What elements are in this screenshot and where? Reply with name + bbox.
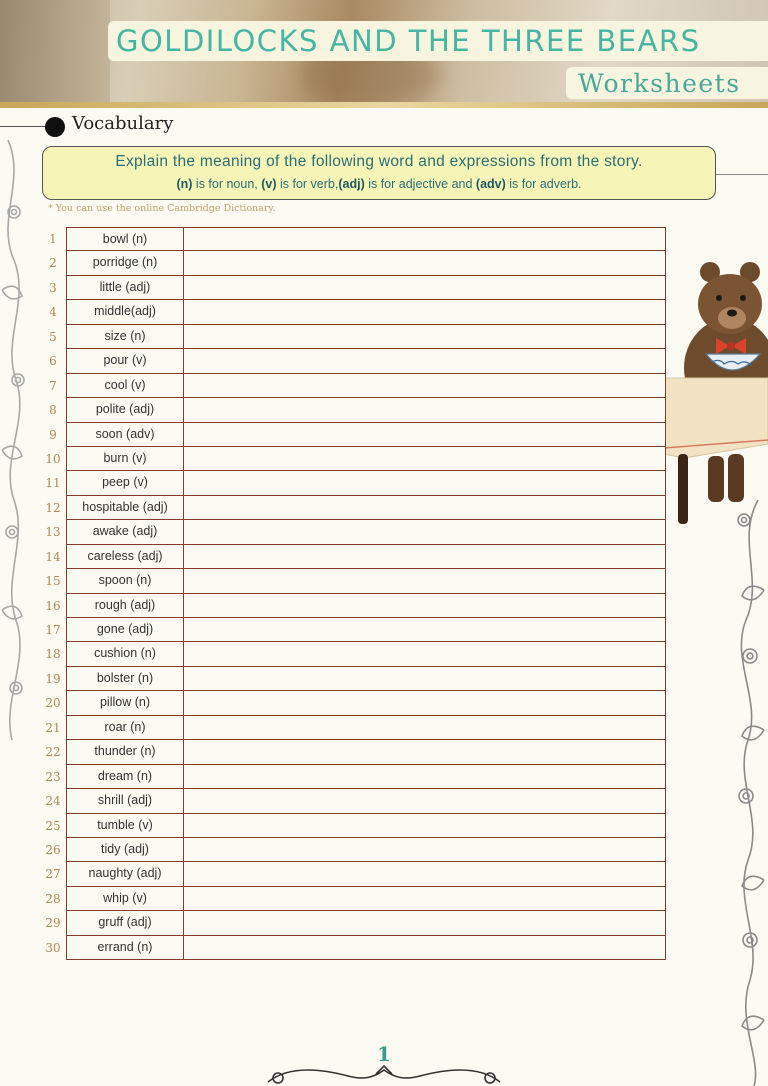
table-row [40, 520, 666, 544]
definition-cell[interactable] [183, 276, 666, 300]
definition-cell[interactable] [183, 814, 666, 838]
row-number: 10 [45, 451, 61, 466]
vocab-word: gruff (adj) [66, 911, 183, 935]
row-number: 26 [45, 842, 61, 857]
definition-cell[interactable] [183, 374, 666, 398]
row-number: 5 [49, 329, 57, 344]
row-number: 18 [45, 647, 61, 662]
definition-cell[interactable] [183, 862, 666, 886]
vocab-word: tumble (v) [66, 814, 183, 838]
definition-cell[interactable] [183, 887, 666, 911]
vocabulary-table [40, 227, 666, 960]
table-row [40, 569, 666, 593]
table-row [40, 618, 666, 642]
verb-text: is for verb, [276, 177, 339, 191]
instruction-line-2 [43, 177, 715, 191]
row-number: 11 [45, 476, 61, 491]
definition-cell[interactable] [183, 838, 666, 862]
definition-cell[interactable] [183, 911, 666, 935]
definition-cell[interactable] [183, 300, 666, 324]
definition-cell[interactable] [183, 325, 666, 349]
vocab-word: hospitable (adj) [66, 496, 183, 520]
table-row [40, 594, 666, 618]
vocab-word: cushion (n) [66, 642, 183, 666]
vocab-word: thunder (n) [66, 740, 183, 764]
vocab-word: polite (adj) [66, 398, 183, 422]
row-number: 3 [49, 280, 57, 295]
row-number: 13 [45, 525, 61, 540]
row-number: 12 [45, 500, 61, 515]
table-row [40, 276, 666, 300]
table-row [40, 374, 666, 398]
vocab-word: cool (v) [66, 374, 183, 398]
scroll-ornament-right [728, 500, 768, 1086]
row-number: 30 [45, 940, 61, 955]
row-number: 17 [45, 623, 61, 637]
bullet-icon [45, 117, 65, 137]
table-row [40, 887, 666, 911]
table-row [40, 911, 666, 935]
row-number: 29 [45, 916, 61, 931]
definition-cell[interactable] [183, 936, 666, 960]
definition-cell[interactable] [183, 398, 666, 422]
vocab-word: whip (v) [66, 887, 183, 911]
row-number: 15 [45, 574, 61, 589]
page-title: GOLDILOCKS AND THE THREE BEARS [116, 24, 701, 58]
table-row [40, 838, 666, 862]
row-number: 16 [45, 598, 61, 613]
banner-shade [0, 0, 110, 108]
table-row [40, 642, 666, 666]
noun-text: is for noun, [192, 177, 262, 191]
vocab-word: tidy (adj) [66, 838, 183, 862]
row-number: 22 [45, 745, 61, 760]
table-row [40, 471, 666, 495]
row-number: 19 [45, 671, 61, 686]
title-box [108, 21, 768, 61]
banner-gold-border [0, 102, 768, 108]
table-row [40, 349, 666, 373]
vocab-word: pour (v) [66, 349, 183, 373]
vocab-word: spoon (n) [66, 569, 183, 593]
table-row [40, 496, 666, 520]
vocab-word: roar (n) [66, 716, 183, 740]
subtitle-box [566, 67, 768, 99]
table-row [40, 325, 666, 349]
row-number: 14 [45, 549, 61, 564]
table-row [40, 447, 666, 471]
vocab-word: pillow (n) [66, 691, 183, 715]
noun-tag: (n) [176, 177, 193, 191]
vocab-word: bowl (n) [66, 227, 183, 251]
scroll-ornament-left [0, 140, 36, 760]
definition-cell[interactable] [183, 716, 666, 740]
vocab-word: porridge (n) [66, 251, 183, 275]
table-row [40, 936, 666, 960]
row-number: 21 [45, 720, 61, 735]
vocabulary-heading-rule [0, 126, 48, 127]
vocab-word: burn (v) [66, 447, 183, 471]
instruction-box-rule [716, 174, 768, 175]
bear-illustration [664, 258, 768, 530]
table-row [40, 398, 666, 422]
table-row [40, 740, 666, 764]
row-number: 6 [49, 354, 57, 369]
vocab-word: naughty (adj) [66, 862, 183, 886]
vocab-word: errand (n) [66, 936, 183, 960]
row-number: 4 [49, 305, 57, 320]
adverb-tag: (adv) [475, 177, 506, 191]
definition-cell[interactable] [183, 740, 666, 764]
vocab-word: peep (v) [66, 471, 183, 495]
adjective-tag: (adj) [338, 177, 365, 191]
definition-cell[interactable] [183, 520, 666, 544]
definition-cell[interactable] [183, 423, 666, 447]
vocab-word: shrill (adj) [66, 789, 183, 813]
definition-cell[interactable] [183, 447, 666, 471]
definition-cell[interactable] [183, 789, 666, 813]
row-number: 28 [45, 891, 61, 906]
row-number: 23 [45, 769, 61, 784]
row-number: 1 [49, 232, 57, 246]
vocab-word: soon (adv) [66, 423, 183, 447]
vocab-word: gone (adj) [66, 618, 183, 642]
table-row [40, 716, 666, 740]
table-row [40, 667, 666, 691]
definition-cell[interactable] [183, 349, 666, 373]
definition-cell[interactable] [183, 227, 666, 251]
row-number: 2 [49, 256, 57, 271]
row-number: 24 [45, 794, 61, 809]
row-number: 25 [45, 818, 61, 833]
row-number: 7 [49, 378, 57, 393]
vocab-word: middle(adj) [66, 300, 183, 324]
row-number: 8 [49, 403, 57, 418]
row-number: 9 [49, 427, 57, 442]
definition-cell[interactable] [183, 642, 666, 666]
vocab-word: size (n) [66, 325, 183, 349]
table-row [40, 251, 666, 275]
definition-cell[interactable] [183, 496, 666, 520]
definition-cell[interactable] [183, 594, 666, 618]
instruction-box [42, 146, 716, 200]
definition-cell[interactable] [183, 569, 666, 593]
scroll-ornament-bottom [258, 1064, 510, 1086]
vocab-word: dream (n) [66, 765, 183, 789]
section-title: Vocabulary [72, 113, 174, 134]
definition-cell[interactable] [183, 545, 666, 569]
definition-cell[interactable] [183, 251, 666, 275]
vocab-word: little (adj) [66, 276, 183, 300]
row-number: 27 [45, 867, 61, 882]
table-row [40, 545, 666, 569]
row-number: 20 [45, 696, 61, 711]
definition-cell[interactable] [183, 471, 666, 495]
dictionary-note: * You can use the online Cambridge Dictionary. [48, 203, 276, 214]
table-row [40, 300, 666, 324]
adverb-text: is for adverb. [505, 177, 582, 191]
page-subtitle: Worksheets [578, 68, 741, 98]
instruction-line-1: Explain the meaning of the following word and expressions from the story. [115, 153, 643, 170]
vocab-word: bolster (n) [66, 667, 183, 691]
table-row [40, 423, 666, 447]
vocab-word: careless (adj) [66, 545, 183, 569]
page-number: 1 [377, 1042, 391, 1066]
table-row [40, 814, 666, 838]
table-row [40, 765, 666, 789]
table-row [40, 862, 666, 886]
definition-cell[interactable] [183, 765, 666, 789]
definition-cell[interactable] [183, 667, 666, 691]
definition-cell[interactable] [183, 691, 666, 715]
table-row [40, 227, 666, 251]
definition-cell[interactable] [183, 618, 666, 642]
vocab-word: awake (adj) [66, 520, 183, 544]
vocab-word: rough (adj) [66, 594, 183, 618]
adjective-text: is for adjective and [364, 177, 476, 191]
table-row [40, 691, 666, 715]
verb-tag: (v) [261, 177, 277, 191]
table-row [40, 789, 666, 813]
